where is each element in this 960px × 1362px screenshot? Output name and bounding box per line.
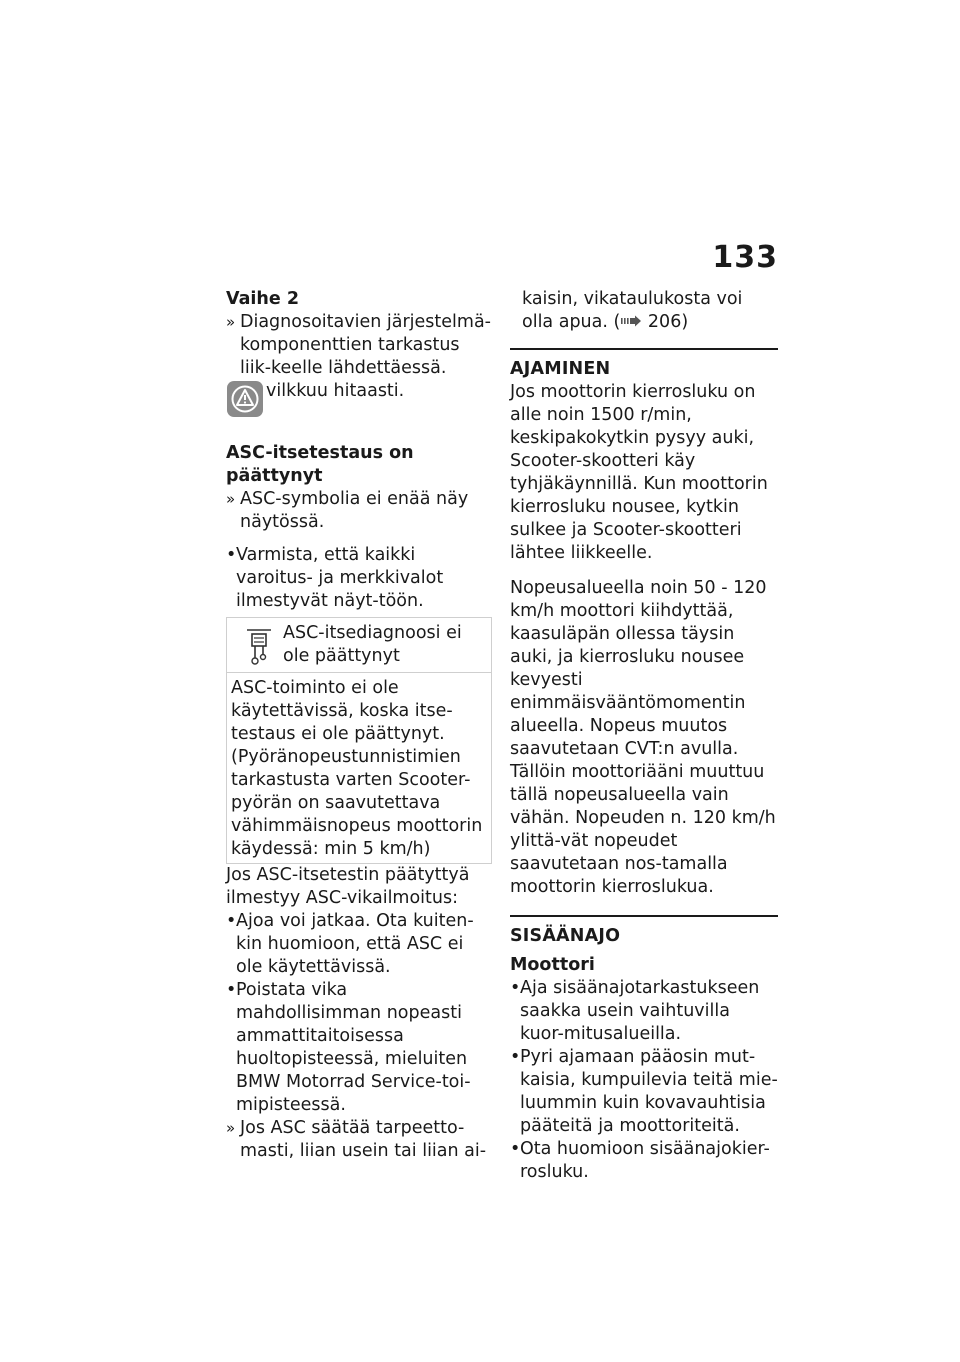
bullet-text: Aja sisäänajotarkastukseen saakka usein vaihtuvilla kuor-mitusalueilla. — [520, 978, 760, 1044]
step-text: ASC-symbolia ei enää näy näytössä. — [240, 489, 469, 532]
bullet-marker: • — [226, 911, 237, 931]
step-text: Jos ASC säätää tarpeetto-masti, liian usein tai liian ai- — [240, 1118, 487, 1161]
step-item — [226, 488, 492, 534]
bullet-item — [226, 979, 492, 1117]
notice-title: ASC-itsediagnoosi ei ole päättynyt — [283, 623, 462, 666]
bullet-marker: • — [510, 1047, 521, 1067]
notice-header — [227, 618, 491, 673]
right-column — [510, 288, 778, 1184]
section-divider — [510, 348, 778, 381]
continued-text — [510, 288, 778, 334]
paragraph: Jos moottorin kierrosluku on alle noin 1500 r/min, keskipakokytkin pysyy auki, Scooter-skootteri käy tyhjäkäynnillä. Kun moottorin kierrosluku nousee, kytkin sulkee ja Scooter-skootteri lähtee liikkeelle. — [510, 382, 768, 563]
wrench-tool-icon — [241, 626, 277, 666]
continued-sentence: kaisin, vikataulukosta voi olla apua. — [522, 289, 743, 332]
bullet-marker: • — [510, 978, 521, 998]
warning-row — [226, 380, 492, 418]
section-title-ajaminen: AJAMINEN — [510, 359, 611, 379]
section-divider — [510, 915, 778, 948]
page-number: 133 — [712, 240, 778, 275]
asc-warning-triangle-icon — [226, 380, 264, 418]
bullet-marker: • — [510, 1139, 521, 1159]
ref-page[interactable]: 206) — [647, 312, 689, 332]
bullet-marker: • — [226, 545, 237, 565]
sub-title-moottori: Moottori — [510, 955, 595, 975]
bullet-item — [510, 1138, 778, 1184]
page-reference-arrow-icon[interactable] — [620, 315, 642, 327]
asc-done-title: ASC-itsetestaus on päättynyt — [226, 443, 414, 486]
notice-box — [226, 617, 492, 864]
bullet-item — [510, 977, 778, 1046]
ref-open: ( — [613, 312, 621, 332]
bullet-marker: • — [226, 980, 237, 1000]
notice-body: ASC-toiminto ei ole käytettävissä, koska itse-testaus ei ole päättynyt. (Pyöränopeustunnistimien tarkastusta varten Scooter-pyörän on saavutettava vähimmäisnopeus moottorin käydessä: min 5 km/h) — [231, 678, 483, 859]
step-item — [226, 311, 492, 380]
step-item — [226, 1117, 492, 1163]
step-marker: » — [226, 313, 236, 331]
step-text: Diagnosoitavien järjestelmä-komponenttien tarkastus liik-keelle lähdettäessä. — [240, 312, 491, 378]
bullet-item — [510, 1046, 778, 1138]
left-column — [226, 288, 492, 1163]
bullet-text: Poistata vika mahdollisimman nopeasti ammattitaitoisessa huoltopisteessä, mieluiten BMW Motorrad Service-toi-mipisteessä. — [236, 980, 471, 1115]
paragraph: Nopeusalueella noin 50 - 120 km/h moottori kiihdyttää, kaasuläpän ollessa täysin auki, ja kierrosluku nousee kevyesti enimmäisvääntömomentin alueella. Nopeus muutos saavutetaan CVT:n avulla. Tällöin moottoriääni muuttuu tällä nopeusalueella vain vähän. Nopeuden n. 120 km/h ylittä-vät nopeudet saavutetaan nos-tamalla moottorin kierroslukua. — [510, 578, 776, 897]
bullet-text: Ota huomioon sisäänajokier-rosluku. — [520, 1139, 770, 1182]
phase-title: Vaihe 2 — [226, 289, 299, 309]
bullet-text: Ajoa voi jatkaa. Ota kuiten-kin huomioon, että ASC ei ole käytettävissä. — [236, 911, 474, 977]
section-title-sisaanajo: SISÄÄNAJO — [510, 926, 621, 946]
step-marker: » — [226, 1119, 236, 1137]
warning-text: vilkkuu hitaasti. — [266, 381, 405, 401]
bullet-text: Pyri ajamaan pääosin mut-kaisia, kumpuilevia teitä mie-luummin kuin kovavauhtisia pääteitä ja moottoriteitä. — [520, 1047, 778, 1136]
step-marker: » — [226, 490, 236, 508]
bullet-item — [226, 910, 492, 979]
bullet-text: Varmista, että kaikki varoitus- ja merkkivalot ilmestyvät näyt-töön. — [236, 545, 444, 611]
bullet-item — [226, 544, 492, 613]
paragraph: Jos ASC-itsetestin päätyttyä ilmestyy ASC-vikailmoitus: — [226, 865, 470, 908]
